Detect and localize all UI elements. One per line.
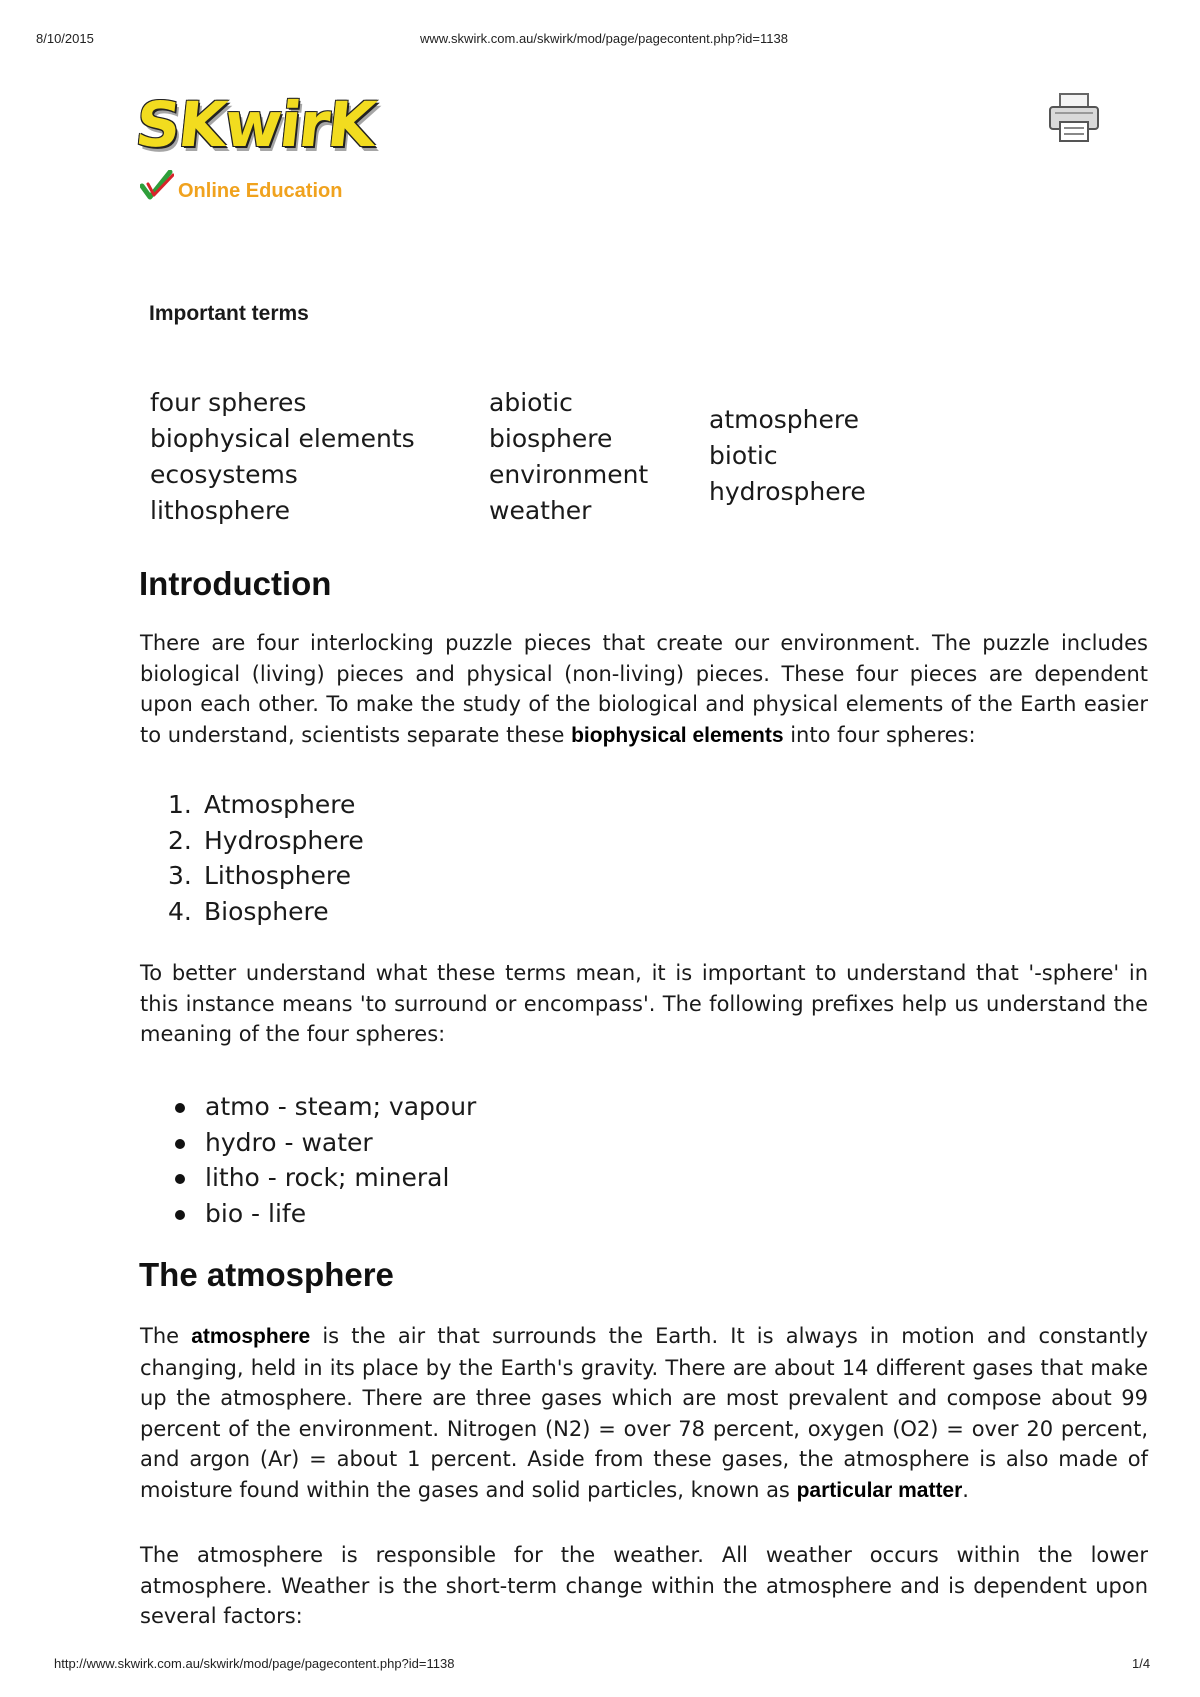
printer-icon[interactable]	[1047, 92, 1101, 144]
spheres-list	[168, 787, 364, 929]
important-terms-title: Important terms	[149, 302, 309, 325]
bullet-icon	[175, 1103, 185, 1113]
terms-column-2	[489, 385, 648, 529]
prefix-list	[172, 1089, 476, 1231]
introduction-heading: Introduction	[139, 565, 332, 602]
list-item: 1. Atmosphere	[168, 790, 356, 819]
term-link-particular-matter[interactable]: particular matter	[796, 1478, 963, 1502]
list-item: hydro - water	[172, 1125, 476, 1161]
logo-tagline: Online Education	[178, 180, 343, 202]
atmosphere-paragraph: The atmosphere is the air that surrounds the Earth. It is always in motion and constantly changing, held in its place by the Earth's gravity. There are about 14 different gases that make up the atmosphere. There are three gases which are most prevalent and compose about 99 percent of the environment. Nitrogen (N2) = over 78 percent, oxygen (O2) = over 20 percent, and argon (Ar) = about 1 percent. Aside from these gases, the atmosphere is also made of moisture found within the gases and solid particles, known as particular matter.	[140, 1324, 1149, 1502]
term-item: atmosphere	[709, 405, 859, 434]
bullet-icon	[175, 1210, 185, 1220]
bullet-icon	[175, 1139, 185, 1149]
print-date: 8/10/2015	[36, 31, 94, 46]
list-item: litho - rock; mineral	[172, 1160, 476, 1196]
list-item: atmo - steam; vapour	[172, 1089, 476, 1125]
list-item: 4. Biosphere	[168, 896, 329, 926]
term-item: four spheres	[150, 388, 307, 417]
list-item: bio - life	[172, 1196, 476, 1232]
page-number: 1/4	[1132, 1656, 1151, 1671]
term-item: ecosystems	[150, 460, 298, 489]
introduction-paragraph: There are four interlocking puzzle pieces that create our environment. The puzzle includes biological (living) pieces and physical (non-living) pieces. These four pieces are dependent upon each other. To make the study of the biological and physical elements of the Earth easier to understand, scientists separate these biophysical elements into four spheres:	[140, 631, 1148, 747]
terms-column-1	[150, 385, 415, 529]
term-item: hydrosphere	[709, 477, 866, 506]
term-item: lithosphere	[150, 496, 291, 525]
checkmark-icon	[140, 170, 174, 200]
term-item: weather	[489, 496, 592, 525]
term-item: biosphere	[489, 424, 613, 453]
term-link-atmosphere[interactable]: atmosphere	[191, 1325, 311, 1348]
term-item: environment	[489, 460, 649, 489]
terms-column-3	[709, 402, 866, 510]
skwirk-logo[interactable]	[134, 88, 404, 208]
sphere-meaning-paragraph: To better understand what these terms mean, it is important to understand that '-sphere' in this instance means 'to surround or encompass'. The following prefixes help us understand the meaning of the four spheres:	[140, 961, 1148, 1047]
list-item: 2. Hydrosphere	[168, 825, 364, 855]
term-item: biotic	[709, 441, 778, 470]
print-footer-url: http://www.skwirk.com.au/skwirk/mod/page/pagecontent.php?id=1138	[54, 1656, 455, 1671]
print-header-url: www.skwirk.com.au/skwirk/mod/page/pagecontent.php?id=1138	[420, 31, 788, 46]
term-link-biophysical-elements[interactable]: biophysical elements	[571, 723, 784, 747]
term-item: abiotic	[489, 388, 573, 417]
bullet-icon	[175, 1174, 185, 1184]
atmosphere-heading: The atmosphere	[139, 1256, 394, 1293]
term-item: biophysical elements	[150, 424, 415, 453]
logo-wordmark: SKwirK	[132, 88, 378, 161]
list-item: 3. Lithosphere	[168, 861, 352, 890]
weather-paragraph: The atmosphere is responsible for the weather. All weather occurs within the lower atmosphere. Weather is the short-term change within the atmosphere and is dependent upon several factors:	[140, 1543, 1148, 1629]
